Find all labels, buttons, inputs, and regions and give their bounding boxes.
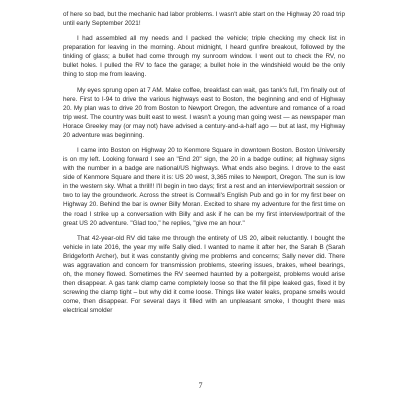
paragraph-3: My eyes sprung open at 7 AM. Make coffee, breakfast can wait, gas tank's full, I'm finally out of here. First to I-94 to drive the various highways east to Boston, the beginning and end of Highway 20. My plan was to drive 20 from Boston to Newport Oregon, the adventure and romance of a road trip west. The country was built east to west. I wasn't a young man going west — as newspaper man Horace Greeley may (or may not) have advised a century-and-a-half ago — but at last, my Highway 20 adventure was beginning. [63, 86, 345, 139]
paragraph-4: I came into Boston on Highway 20 to Kenmore Square in downtown Boston. Boston University is on my left. Looking forward I see an "End 20" sign, the 20 in a badge outline; all highway signs with the number in a badge are national/US highways. What ends also begins. I drove to the east side of Kenmore Square and there it is: US 20 west, 3,365 miles to Newport, Oregon. The sun is low in the western sky. What a thrill!! I'll begin in two days; first a rest and an interview/portrait session or two to lay the groundwork. Across the street is Cornwall's English Pub and go in for my first beer on Highway 20. Behind the bar is owner Billy Moran. Excited to share my adventure for the first time on the road I strike up a conversation with Billy and ask if he can be my first interview/portrait of the great US 20 adventure. "Glad too," he replies, "give me an hour." [63, 147, 345, 227]
paragraph-5: That 42-year-old RV did take me through the entirety of US 20, albeit reluctantly. I bought the vehicle in late 2016, the year my wife Sally died. I wanted to name it after her, the Sarah B (Sarah Bridgeforth Archer), but it was constantly giving me problems and concerns; Sally never did. There was aggravation and concern for transmission problems, steering issues, brakes, wheel bearings, oh, the money flowed. Sometimes the RV seemed haunted by a poltergeist, problems would arise then disappear. A gas tank clamp came completely loose so that the fill pipe leaked gas, fixed it by screwing the clamp tight – but why did it come loose. Things like water leaks, propane smells would come, then disappear. For several days it filled with an unpleasant smoke, I thought there was electrical smolder [63, 234, 345, 315]
page-number: 7 [198, 381, 203, 390]
paragraph-1: of here so bad, but the mechanic had labor problems. I wasn't able start on the Highway 20 road trip until early September 2021! [63, 11, 345, 28]
body-text [63, 10, 345, 321]
paragraph-2: I had assembled all my needs and I packed the vehicle; triple checking my check list in preparation for leaving in the morning. About midnight, I heard gunfire breakout, followed by the tinkling of glass; a bullet had come through my sunroom window. I went out to check the RV, no bullet holes. I pulled the RV to face the garage; a bullet hole in the windshield would be the only thing to stop me from leaving. [63, 35, 345, 79]
